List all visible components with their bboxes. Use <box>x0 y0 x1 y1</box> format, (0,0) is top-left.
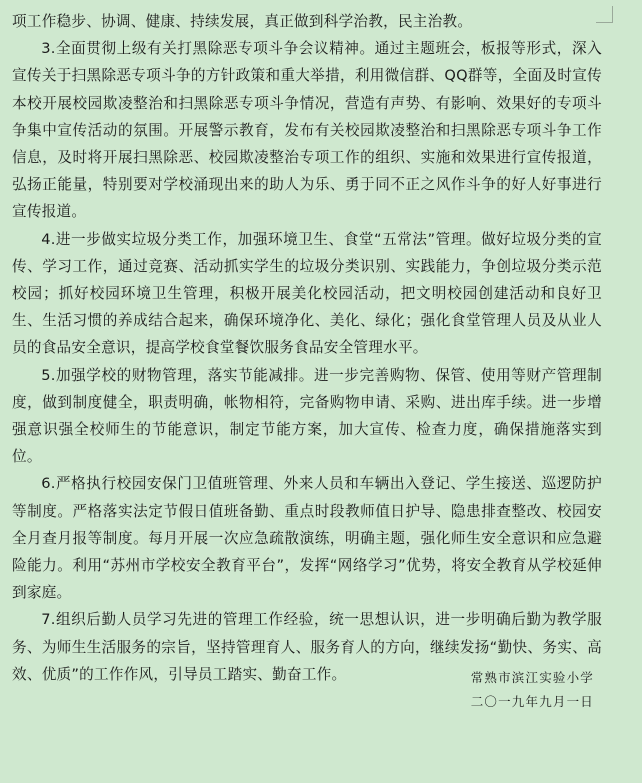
paragraph-item-6: 6.严格执行校园安保门卫值班管理、外来人员和车辆出入登记、学生接送、巡逻防护等制度。严格落实法定节假日值班备勤、重点时段教师值日护导、隐患排查整改、校园安全月查月报等制度。每月开展一次应急疏散演练，明确主题，强化师生安全意识和应急避险能力。利用“苏州市学校安全教育平台”，发挥“网络学习”优势，将安全教育从学校延伸到家庭。 <box>12 475 602 602</box>
signature-organization: 常熟市滨江实验小学 <box>470 670 594 685</box>
paragraph-item-5: 5.加强学校的财物管理，落实节能减排。进一步完善购物、保管、使用等财产管理制度，做到制度健全，职责明确，帐物相符，完备购物申请、采购、进出库手续。进一步增强意识强全校师生的节能意识，制定节能方案，加大宣传、检查力度，确保措施落实到位。 <box>12 366 602 466</box>
document-body <box>12 8 602 688</box>
signature-block <box>471 666 594 714</box>
signature-date: 二〇一九年九月一日 <box>470 694 594 709</box>
paragraph-item-3: 3.全面贯彻上级有关打黑除恶专项斗争会议精神。通过主题班会，板报等形式，深入宣传关于扫黑除恶专项斗争的方针政策和重大举措，利用微信群、QQ群等，全面及时宣传本校开展校园欺凌整治和扫黑除恶专项斗争情况，营造有声势、有影响、效果好的专项斗争集中宣传活动的氛围。开展警示教育，发布有关校园欺凌整治和扫黑除恶专项斗争工作信息，及时将开展扫黑除恶、校园欺凌整治专项工作的组织、实施和效果进行宣传报道，弘扬正能量，特别要对学校涌现出来的助人为乐、勇于同不正之风作斗争的好人好事进行宣传报道。 <box>12 40 602 221</box>
paragraph-item-7: 7.组织后勤人员学习先进的管理工作经验，统一思想认识，进一步明确后勤为教学服务、为师生生活服务的宗旨，坚持管理育人、服务育人的方向，继续发扬“勤快、务实、高效、优质”的工作作风，引导员工踏实、勤奋工作。 <box>12 611 602 683</box>
paragraph-item-4: 4.进一步做实垃圾分类工作，加强环境卫生、食堂“五常法”管理。做好垃圾分类的宣传、学习工作，通过竞赛、活动抓实学生的垃圾分类识别、实践能力，争创垃圾分类示范校园；抓好校园环境卫生管理，积极开展美化校园活动，把文明校园创建活动和良好卫生、生活习惯的养成结合起来，确保环境净化、美化、绿化；强化食堂管理人员及从业人员的食品安全意识，提高学校食堂餐饮服务食品安全管理水平。 <box>12 230 602 357</box>
paragraph-continuation: 项工作稳步、协调、健康、持续发展，真正做到科学治教，民主治教。 <box>12 13 473 30</box>
